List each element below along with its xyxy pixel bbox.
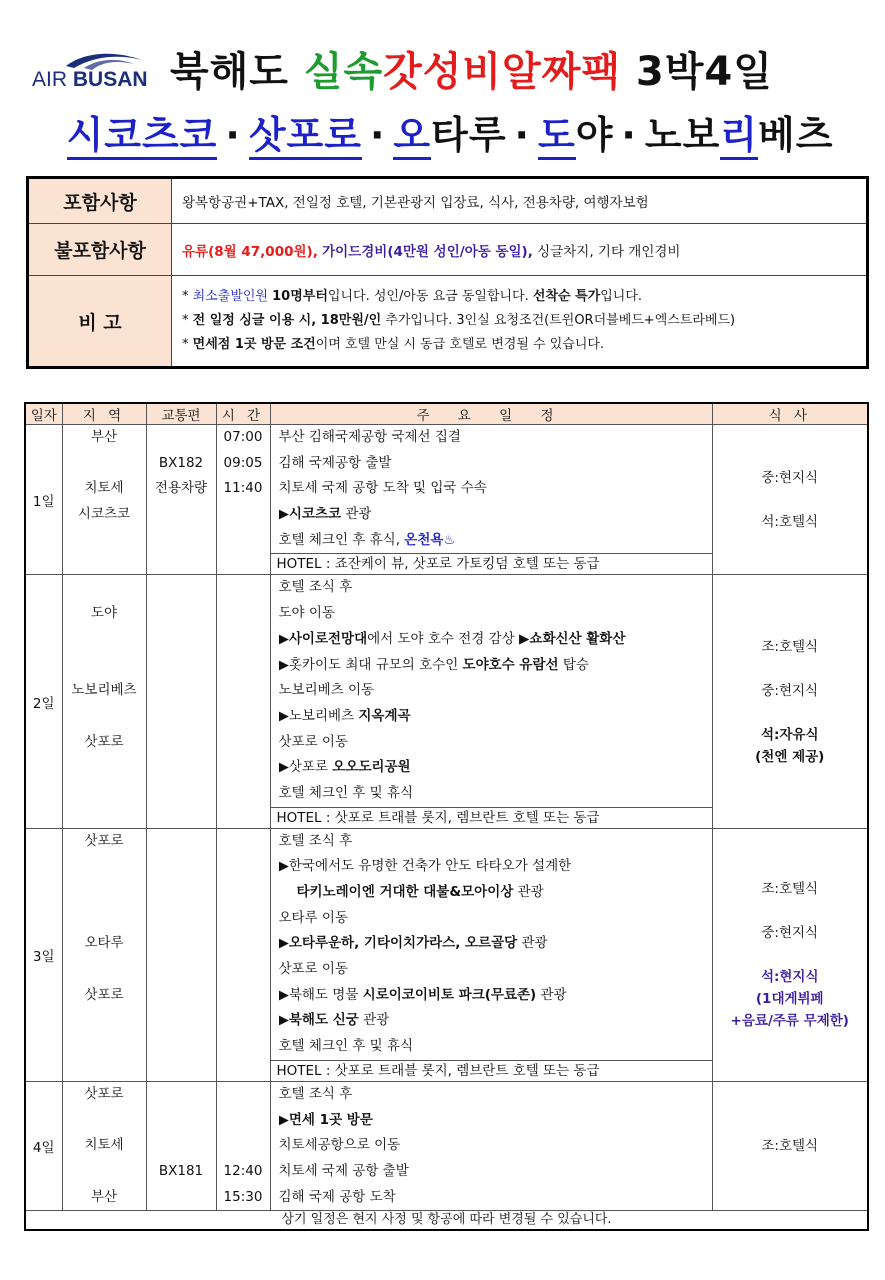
schedule-footer-note: 상기 일정은 현지 사정 및 항공에 따라 변경될 수 있습니다. xyxy=(25,1211,868,1231)
schedule-table xyxy=(24,402,869,1231)
day2-meals: 조:호텔식 중:현지식 석:자유식 (천엔 제공) xyxy=(712,575,868,828)
subtitle-sep: · xyxy=(621,113,637,157)
subtitle-sep: · xyxy=(225,113,241,157)
day4-row xyxy=(25,1081,868,1210)
day2-region: 도야 노보리베츠 삿포로 xyxy=(62,575,146,828)
excluded-text xyxy=(172,224,868,276)
day1-itinerary: 부산 김해국제공항 국제선 집결 김해 국제공항 출발 치토세 국제 공항 도착 및 입국 수속 ▶시코츠코 관광 호텔 체크인 후 휴식, 온천욕♨ HOTEL : 죠잔케이 뷰, 삿포로 가토킹덤 호텔 또는 동급 xyxy=(270,425,712,575)
day3-hotel: HOTEL : 삿포로 트래블 롯지, 렘브란트 호텔 또는 동급 xyxy=(271,1060,712,1081)
day1-meals: 중:현지식 석:호텔식 xyxy=(712,425,868,575)
day3-region: 삿포로 오타루 삿포로 xyxy=(62,828,146,1081)
header-transport: 교통편 xyxy=(146,403,216,425)
subtitle-seg5c: 베츠 xyxy=(758,113,834,157)
subtitle-seg3b: 타루 xyxy=(431,113,507,157)
title-part4: 3박4일 xyxy=(635,49,773,95)
air-busan-logo xyxy=(30,50,150,94)
day1-transport: BX182 전용차량 xyxy=(146,425,216,575)
day4-meals: 조:호텔식 xyxy=(712,1081,868,1210)
excluded-guide: 가이드경비(4만원 성인/아동 동일), xyxy=(322,243,533,260)
subtitle-seg2: 삿포로 xyxy=(249,113,362,160)
header-region: 지 역 xyxy=(62,403,146,425)
excluded-rest: 싱글차지, 기타 개인경비 xyxy=(537,243,681,260)
day4-label: 4일 xyxy=(25,1081,62,1210)
title-part3: 갓성비알짜팩 xyxy=(383,49,621,95)
included-label: 포함사항 xyxy=(28,178,172,224)
subtitle-seg5a: 노보 xyxy=(644,113,721,157)
note-3: * 면세점 1곳 방문 조건이며 호텔 만실 시 동급 호텔로 변경될 수 있습니다. xyxy=(182,337,605,352)
logo-text xyxy=(32,68,148,92)
included-row xyxy=(28,178,868,224)
day3-itinerary: 호텔 조식 후 ▶한국에서도 유명한 건축가 안도 타타오가 설계한 타키노레이엔 거대한 대불&모아이상 관광 오타루 이동 ▶오타루운하, 기타이치가라스, 오르골당 관광 삿포로 이동 ▶북해도 명물 시로이코이비토 파크(무료존) 관광 ▶북해도 신궁 관광 호텔 체크인 후 및 휴식 HOTEL : 삿포로 트래블 롯지, 렘브란트 호텔 또는 동급 xyxy=(270,828,712,1081)
logo-busan: BUSAN xyxy=(72,68,148,91)
excluded-label: 불포함사항 xyxy=(28,224,172,276)
footer-row xyxy=(25,1211,868,1231)
included-text: 왕복항공권+TAX, 전일정 호텔, 기본관광지 입장료, 식사, 전용차량, 여행자보험 xyxy=(172,178,868,224)
subtitle-sep: · xyxy=(369,113,386,157)
wing-logo-icon xyxy=(64,50,144,70)
day1-row xyxy=(25,425,868,575)
subtitle-seg4a: 도 xyxy=(538,113,576,160)
day4-transport: BX181 xyxy=(146,1081,216,1210)
day1-label: 1일 xyxy=(25,425,62,575)
day3-meals: 조:호텔식 중:현지식 석:현지식 (1대게뷔페 +음료/주류 무제한) xyxy=(712,828,868,1081)
day2-transport xyxy=(146,575,216,828)
day3-row xyxy=(25,828,868,1081)
day2-label: 2일 xyxy=(25,575,62,828)
header-meals: 식 사 xyxy=(712,403,868,425)
day1-region: 부산 치토세 시코츠코 xyxy=(62,425,146,575)
header-time: 시 간 xyxy=(216,403,270,425)
day2-hotel: HOTEL : 삿포로 트래블 롯지, 렘브란트 호텔 또는 동급 xyxy=(271,807,712,828)
subtitle-seg4b: 야 xyxy=(575,113,614,157)
header-itinerary: 주 요 일 정 xyxy=(270,403,712,425)
day4-time: 12:40 15:30 xyxy=(216,1081,270,1210)
subtitle-seg5b: 리 xyxy=(720,113,758,160)
day2-row xyxy=(25,575,868,828)
title-part1: 북해도 xyxy=(170,49,289,95)
page-subtitle xyxy=(40,104,860,159)
day1-hotel: HOTEL : 죠잔케이 뷰, 삿포로 가토킹덤 호텔 또는 동급 xyxy=(271,553,712,574)
day4-itinerary: 호텔 조식 후 ▶면세 1곳 방문 치토세공항으로 이동 치토세 국제 공항 출발 김해 국제 공항 도착 xyxy=(270,1081,712,1210)
info-table xyxy=(26,176,869,369)
day4-region: 삿포로 치토세 부산 xyxy=(62,1081,146,1210)
schedule-header-row xyxy=(25,403,868,425)
subtitle-seg1: 시코츠코 xyxy=(67,113,218,160)
day2-time xyxy=(216,575,270,828)
notes-label: 비 고 xyxy=(28,276,172,368)
day3-transport xyxy=(146,828,216,1081)
day1-time: 07:00 09:05 11:40 xyxy=(216,425,270,575)
title-part2: 실속 xyxy=(303,49,384,95)
note-2: * 전 일정 싱글 이용 시, 18만원/인 추가입니다. 3인실 요청조건(트윈OR더블베드+엑스트라베드) xyxy=(182,313,736,328)
subtitle-seg3a: 오 xyxy=(393,113,431,160)
header-day: 일자 xyxy=(25,403,62,425)
notes-text xyxy=(172,276,868,368)
day3-label: 3일 xyxy=(25,828,62,1081)
day2-itinerary: 호텔 조식 후 도야 이동 ▶사이로전망대에서 도야 호수 전경 감상 ▶쇼화신산 활화산 ▶홋카이도 최대 규모의 호수인 도야호수 유람선 탑승 노보리베츠 이동 ▶노보리베츠 지옥계곡 삿포로 이동 ▶삿포로 오오도리공원 호텔 체크인 후 및 휴식 HOTEL : 삿포로 트래블 롯지, 렘브란트 호텔 또는 동급 xyxy=(270,575,712,828)
excluded-fuel: 유류(8월 47,000원), xyxy=(182,243,318,260)
notes-row xyxy=(28,276,868,368)
subtitle-sep: · xyxy=(514,113,530,157)
page-title xyxy=(170,40,870,97)
excluded-row xyxy=(28,224,868,276)
logo-air: AIR xyxy=(32,68,68,91)
note-1: * 최소출발인원 10명부터입니다. 성인/아동 요금 동일합니다. 선착순 특가입니다. xyxy=(182,289,643,304)
day3-time xyxy=(216,828,270,1081)
